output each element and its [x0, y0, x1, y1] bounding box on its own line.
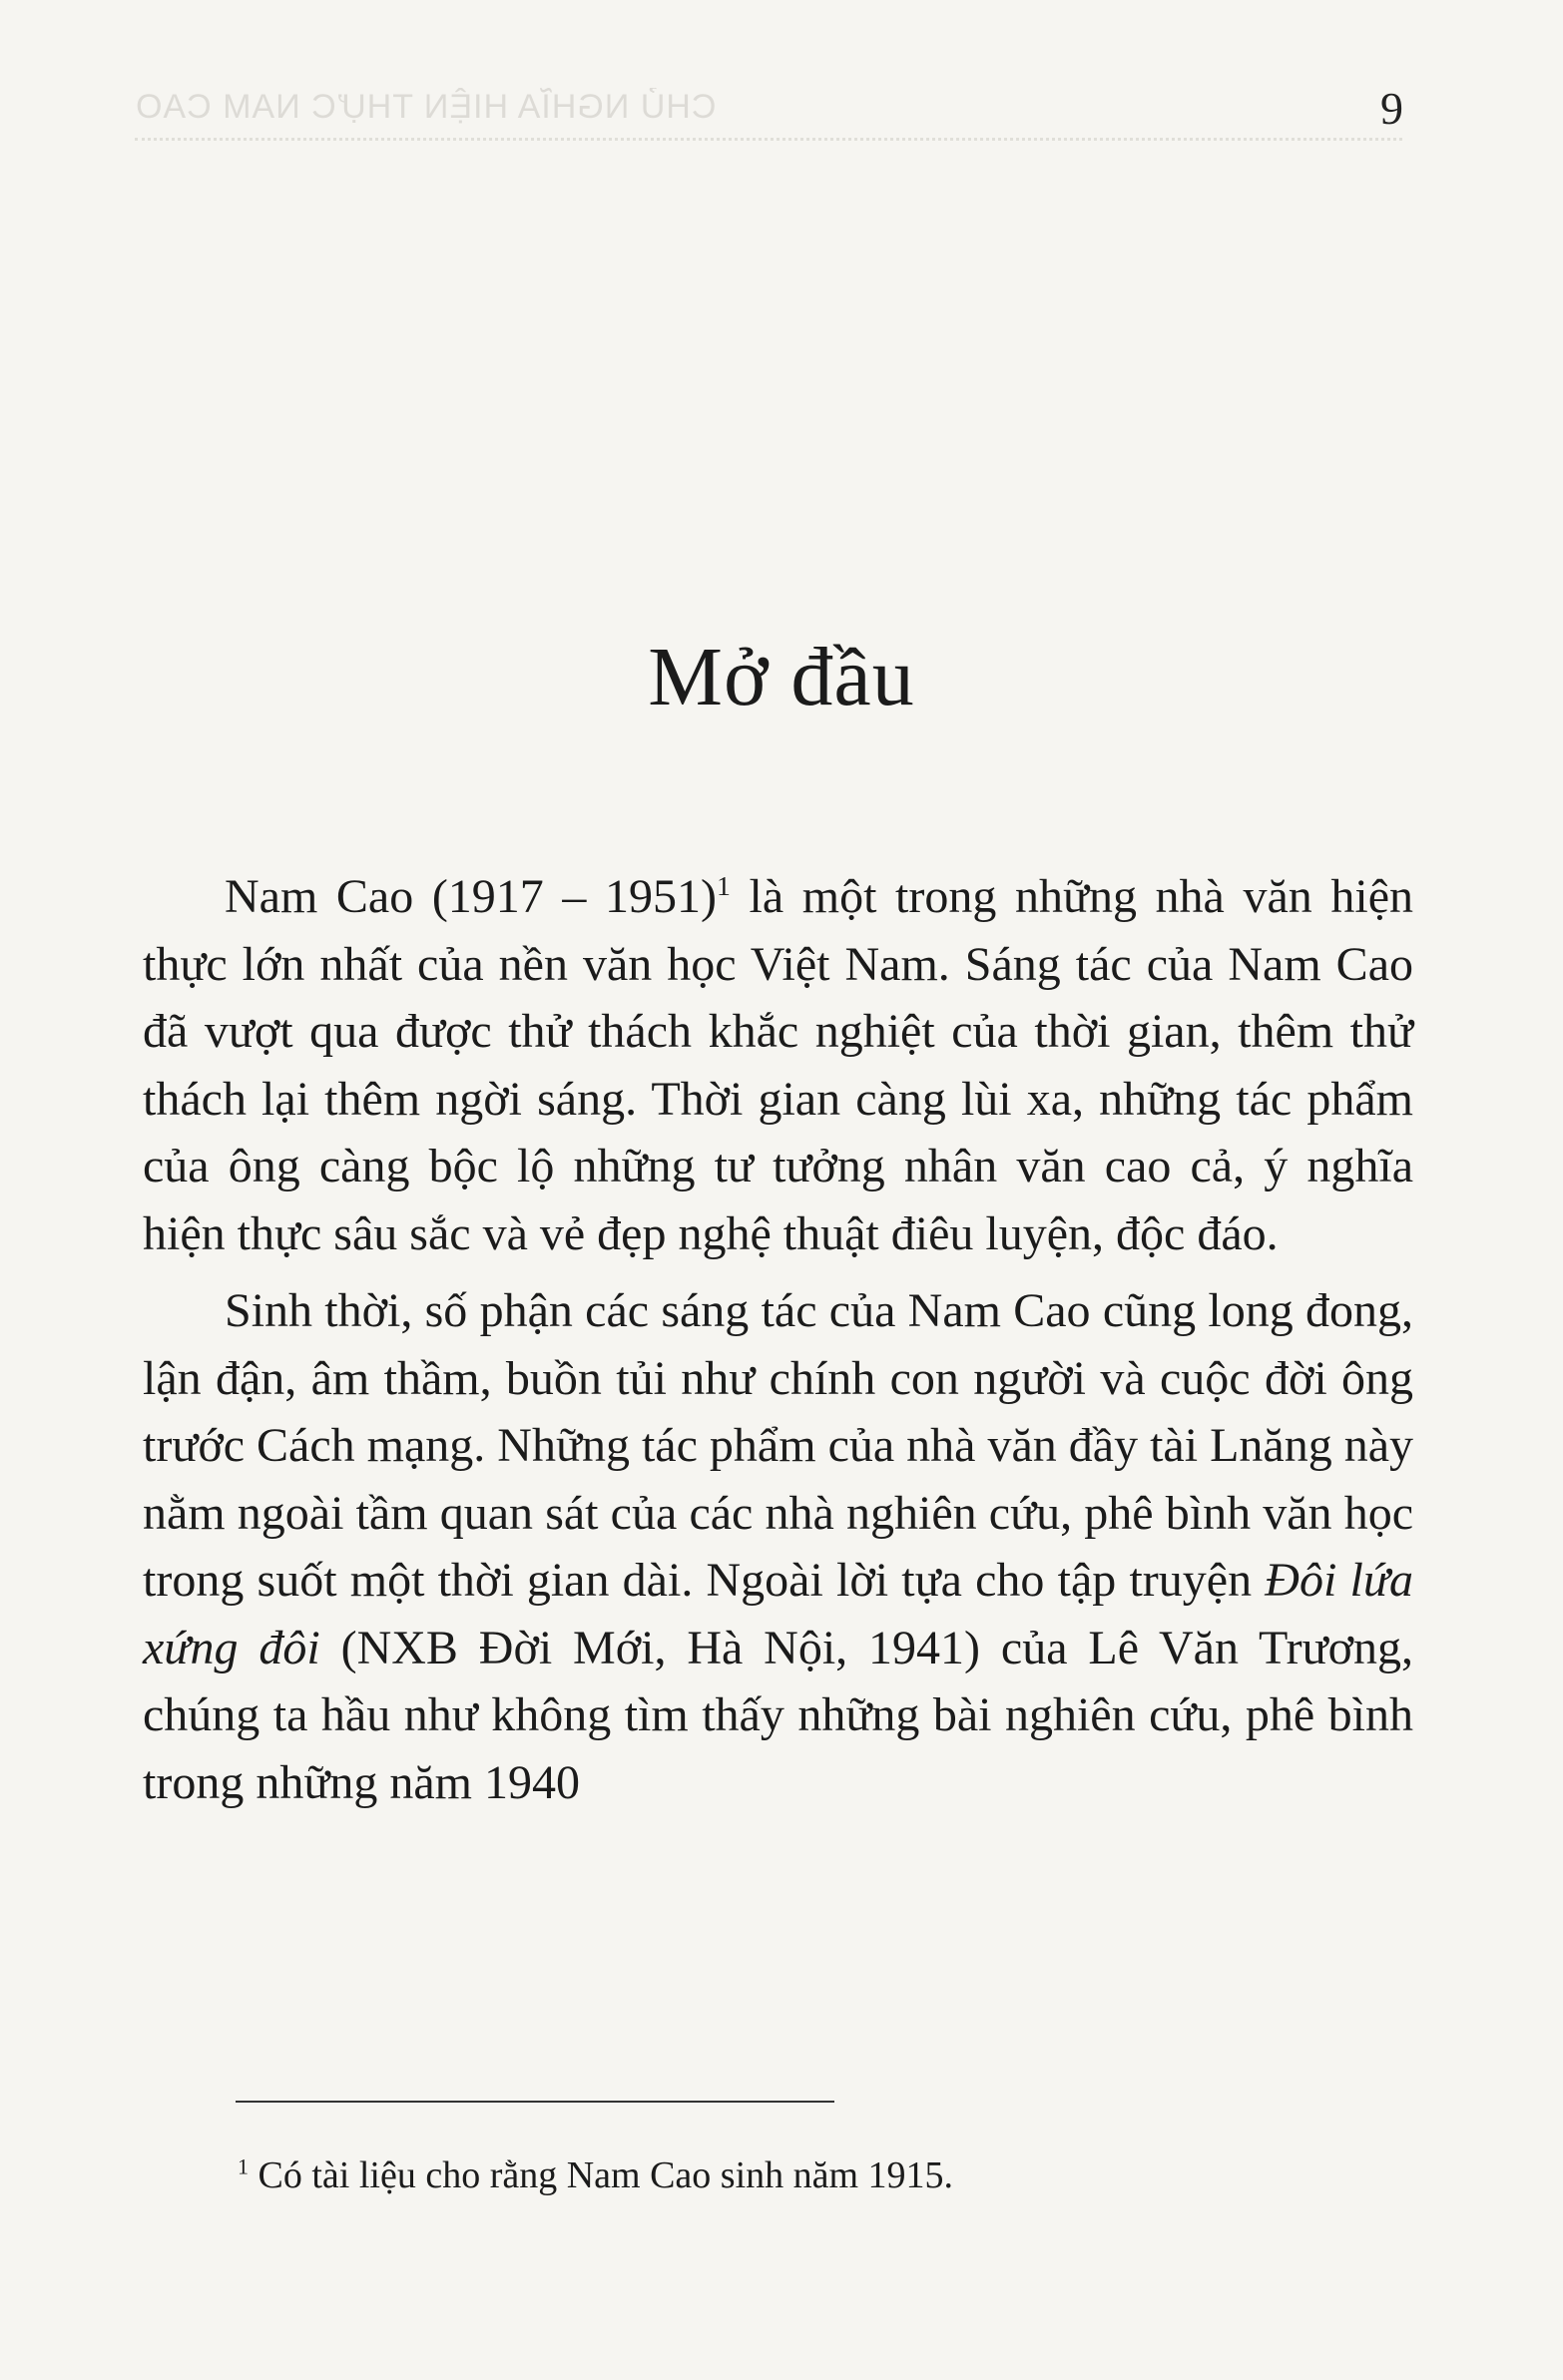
paragraph-2-lead: Sinh thời, số phận các sáng tác của Nam Cao cũng long đong, lận đận, âm thầm, buồn tủi như chính con người và cuộc đời ông trước Cách mạng. Những tác phẩm của nhà văn đầy tài Lnăng này nằm ngoài tầm quan sát của các nhà nghiên cứu, phê bình văn học trong suốt một thời gian dài. Ngoài lời tựa cho tập truyện — [143, 1284, 1413, 1607]
footnote-text: Có tài liệu cho rằng Nam Cao sinh năm 1915. — [249, 2154, 954, 2196]
footnote — [238, 2153, 953, 2197]
paragraph-1-lead: Nam Cao (1917 – 1951) — [225, 870, 717, 923]
book-title: Đôi lứa xứng đôi — [143, 1554, 1413, 1674]
running-header: CHỦ NGHĨA HIỆN THỰC NAM CAO — [135, 88, 717, 126]
page-number: 9 — [1380, 83, 1403, 134]
footnote-reference: 1 — [717, 871, 731, 902]
header-divider — [135, 138, 1402, 141]
footnote-divider — [236, 2101, 834, 2103]
chapter-title: Mở đầu — [648, 631, 915, 723]
body-text — [143, 863, 1413, 1826]
paragraph-2 — [143, 1277, 1413, 1816]
paragraph-1-rest: là một trong những nhà văn hiện thực lớn nhất của nền văn học Việt Nam. Sáng tác của Nam Cao đã vượt qua được thử thách khắc nghiệt của thời gian, thêm thử thách lại thêm ngời sáng. Thời gian càng lùi xa, những tác phẩm của ông càng bộc lộ những tư tưởng nhân văn cao cả, ý nghĩa hiện thực sâu sắc và vẻ đẹp nghệ thuật điêu luyện, độc đáo. — [143, 870, 1414, 1260]
paragraph-1 — [143, 863, 1413, 1267]
footnote-number: 1 — [238, 2153, 250, 2179]
paragraph-2-rest: (NXB Đời Mới, Hà Nội, 1941) của Lê Văn Trương, chúng ta hầu như không tìm thấy những bài nghiên cứu, phê bình trong những năm 1940 — [143, 1621, 1413, 1809]
